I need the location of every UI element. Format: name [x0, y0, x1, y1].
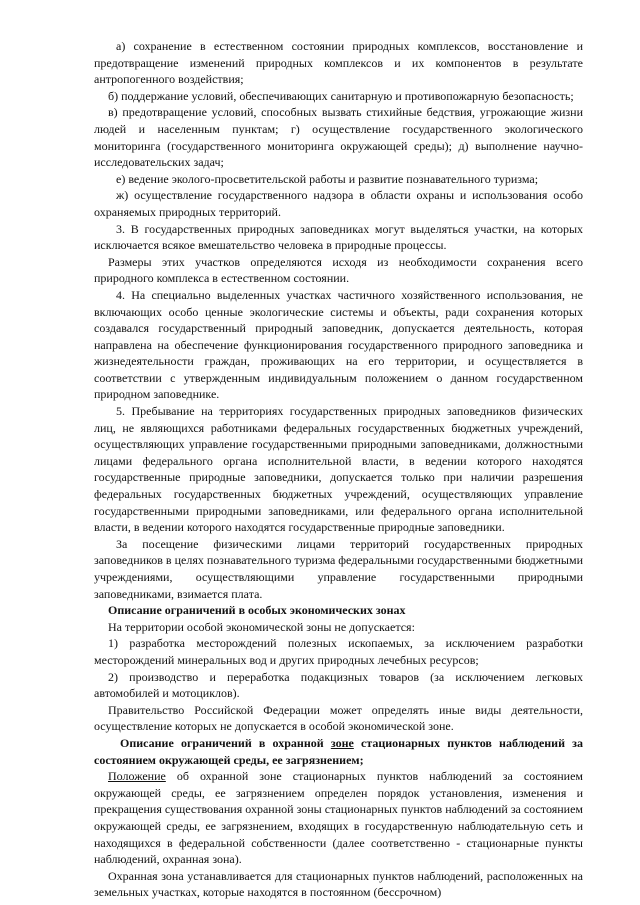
heading-underlined-word: зоне [330, 735, 354, 750]
paragraph-item-a: а) сохранение в естественном состоянии природных комплексов, восстановление и предотвращение изменений природных комплексов и их компонентов в результате антропогенного воздействия; [94, 39, 583, 87]
paragraph-clause-3: 3. В государственных природных заповедниках могут выделяться участки, на которых исключается всякое вмешательство человека в природные процессы. [94, 221, 583, 253]
section-heading-economic-zones: Описание ограничений в особых экономических зонах [108, 603, 406, 618]
paragraph-clause-4: 4. На специально выделенных участках частичного хозяйственного использования, не включающих особо ценные экологические системы и объекты, ради сохранения которых создавался государственный природный заповедник, допускается деятельность, которая направлена на обеспечение функционирования государственного природного заповедника и жизнедеятельности граждан, проживающих на его территории, и осуществляется в соответствии с утвержденным индивидуальным положением о данном государственном природном заповеднике. [94, 287, 583, 402]
paragraph-area-sizes: Размеры этих участков определяются исходя из необходимости сохранения всего природного комплекса в естественном состоянии. [94, 254, 583, 286]
heading-text-end: стационарных пунктов наблюдений за состоянием окружающей среды, ее загрязнением; [94, 735, 583, 767]
heading-text-start: Описание ограничений в охранной [120, 735, 331, 750]
paragraph-visit-fee: За посещение физическими лицами территорий государственных природных заповедников в целях познавательного туризма федеральными государственными бюджетными учреждениями, осуществляющими управление государственными природными заповедниками, взимается плата. [94, 536, 583, 601]
list-item-1: 1) разработка месторождений полезных ископаемых, за исключением разработки месторождений минеральных вод и других природных лечебных ресурсов; [94, 636, 583, 667]
paragraph-item-v-g-d: в) предотвращение условий, способных вызвать стихийные бедствия, угрожающие жизни людей и населенным пунктам; г) осуществление государственного экологического мониторинга (государственного мониторинга окружающей среды); д) выполнение научно-исследовательских задач; [94, 105, 583, 170]
list-item-2: 2) производство и переработка подакцизных товаров (за исключением легковых автомобилей и мотоциклов). [94, 669, 583, 701]
paragraph-item-b: б) поддержание условий, обеспечивающих санитарную и противопожарную безопасность; [108, 88, 574, 103]
paragraph-item-zh: ж) осуществление государственного надзора в области охраны и использования особо охраняемых природных территорий. [94, 188, 583, 219]
paragraph-clause-5: 5. Пребывание на территориях государственных природных заповедников физических лиц, не являющихся работниками федеральных государственных бюджетных учреждений, осуществляющих управление государственными природными заповедниками, должностными лицами федерального органа исполнительной власти, в ведении которого находятся государственные природные заповедники, допускается только при наличии разрешения федеральных государственных бюджетных учреждений, осуществляющих управление государственными природными заповедниками, или федерального органа исполнительной власти, в ведении которого находятся государственные природные заповедники. [94, 404, 583, 535]
regulation-link-text: Положение [108, 769, 166, 784]
paragraph-protected-zone-established: Охранная зона устанавливается для стационарных пунктов наблюдений, расположенных на земельных участках, которые находятся в постоянном (бессрочном) [94, 868, 583, 900]
paragraph-regulation [94, 768, 583, 868]
regulation-body-text: об охранной зоне стационарных пунктов наблюдений за состоянием окружающей среды, ее загрязнением определен порядок установления, изменения и прекращения существования охранной зоны стационарных пунктов наблюдений за состоянием окружающей среды, ее загрязнением, входящих в государственную наблюдательную сеть и находящихся в федеральной собственности (далее соответственно - стационарные пункты наблюдений, охранная зона). [94, 769, 583, 867]
paragraph-government-restrictions: Правительство Российской Федерации может определять иные виды деятельности, осуществление которых не допускается в особой экономической зоне. [94, 702, 583, 734]
paragraph-economic-zone-intro: На территории особой экономической зоны не допускается: [108, 619, 415, 634]
paragraph-item-e: е) ведение эколого-просветительской работы и развитие познавательного туризма; [116, 171, 539, 186]
section-heading-protected-zone [94, 735, 583, 768]
